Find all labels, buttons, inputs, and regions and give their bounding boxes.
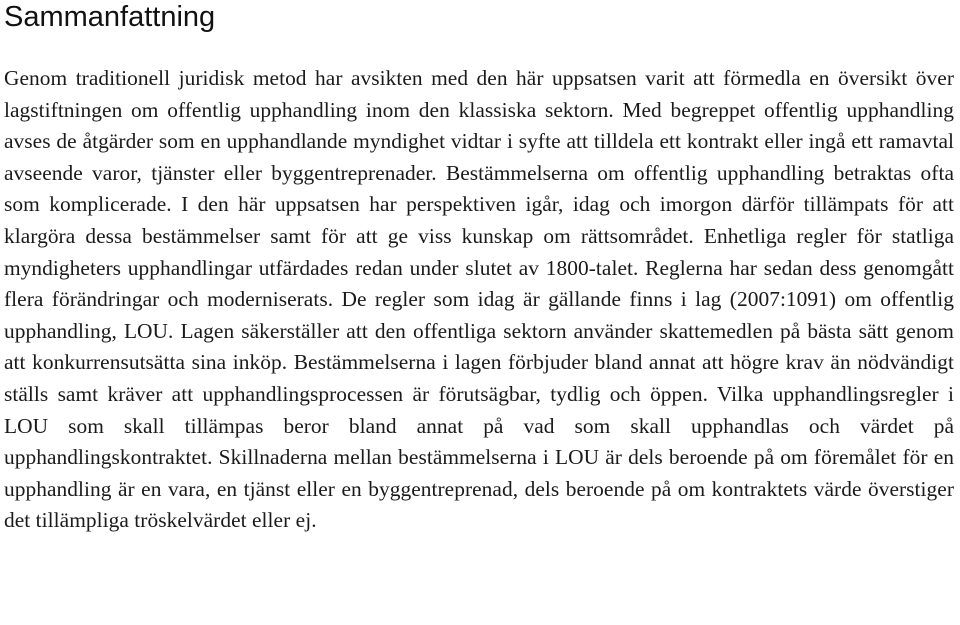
page-title: Sammanfattning	[4, 1, 216, 33]
summary-paragraph: Genom traditionell juridisk metod har avsikten med den här uppsatsen varit att förmedla en översikt över lagstiftningen om offentlig upphandling inom den klassiska sektorn. Med begreppet offentlig upphandling avses de åtgärder som en upphandlande myndighet vidtar i syfte att tilldela ett kontrakt eller ingå ett ramavtal avseende varor, tjänster eller byggentreprenader. Bestämmelserna om offentlig upphandling betraktas ofta som komplicerade. I den här uppsatsen har perspektiven igår, idag och imorgon därför tillämpats för att klargöra dessa bestämmelser samt för att ge viss kunskap om rättsområdet. Enhetliga regler för statliga myndigheters upphandlingar utfärdades redan under slutet av 1800-talet. Reglerna har sedan dess genomgått flera förändringar och moderniserats. De regler som idag är gällande finns i lag (2007:1091) om offentlig upphandling, LOU. Lagen säkerställer att den offentliga sektorn använder skattemedlen på bästa sätt genom att konkurrensutsätta sina inköp. Bestämmelserna i lagen förbjuder bland annat att högre krav än nödvändigt ställs samt kräver att upphandlingsprocessen är förutsägbar, tydlig och öppen. Vilka upphandlingsregler i LOU som skall tillämpas beror bland annat på vad som skall upphandlas och värdet på upphandlingskontraktet. Skillnaderna mellan bestämmelserna i LOU är dels beroende på om föremålet för en upphandling är en vara, en tjänst eller en byggentreprenad, dels beroende på om kontraktets värde överstiger det tillämpliga tröskelvärdet eller ej.	[4, 66, 954, 533]
